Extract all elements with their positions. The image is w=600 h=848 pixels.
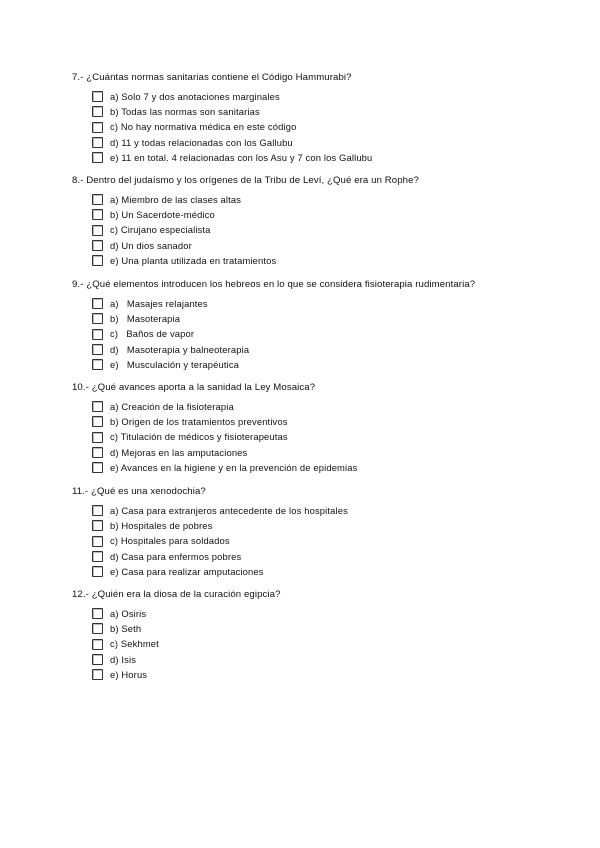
option-label: b) Origen de los tratamientos preventivos [110, 415, 288, 427]
checkbox[interactable] [92, 329, 103, 340]
option-label: c) Hospitales para soldados [110, 535, 230, 547]
option-label: e) Avances en la higiene y en la prevención de epidemias [110, 461, 358, 473]
option-label: d) Un dios sanador [110, 239, 192, 251]
option-label: a) Casa para extranjeros antecedente de los hospitales [110, 504, 348, 516]
option-list [72, 606, 572, 682]
option-c[interactable] [92, 534, 572, 549]
option-label: d) Masoterapia y balneoterapia [110, 343, 250, 355]
option-b[interactable] [92, 104, 572, 119]
option-e[interactable] [92, 460, 572, 475]
question-title: 11.- ¿Qué es una xenodochia? [72, 486, 206, 497]
option-e[interactable] [92, 667, 572, 682]
option-d[interactable] [92, 238, 572, 253]
checkbox[interactable] [92, 194, 103, 205]
option-c[interactable] [92, 637, 572, 652]
question-12 [72, 589, 572, 682]
option-list [72, 296, 572, 372]
question-7 [72, 72, 572, 165]
question-9 [72, 279, 572, 372]
question-11 [72, 486, 572, 579]
option-label: e) Horus [110, 668, 148, 680]
checkbox[interactable] [92, 566, 103, 577]
option-e[interactable] [92, 150, 572, 165]
option-label: d) 11 y todas relacionadas con los Gallubu [110, 136, 293, 148]
option-c[interactable] [92, 327, 572, 342]
option-e[interactable] [92, 564, 572, 579]
checkbox[interactable] [92, 416, 103, 427]
checkbox[interactable] [92, 122, 103, 133]
option-a[interactable] [92, 606, 572, 621]
checkbox[interactable] [92, 240, 103, 251]
option-label: e) Casa para realizar amputaciones [110, 565, 264, 577]
option-label: a) Solo 7 y dos anotaciones marginales [110, 90, 280, 102]
checkbox[interactable] [92, 505, 103, 516]
checkbox[interactable] [92, 255, 103, 266]
option-label: e) Musculación y terapéutica [110, 358, 240, 370]
option-label: b) Todas las normas son sanitarias [110, 105, 260, 117]
checkbox[interactable] [92, 536, 103, 547]
checkbox[interactable] [92, 551, 103, 562]
option-label: d) Mejoras en las amputaciones [110, 446, 248, 458]
checkbox[interactable] [92, 359, 103, 370]
option-label: a) Miembro de las clases altas [110, 193, 242, 205]
option-label: c) Cirujano especialista [110, 224, 211, 236]
checkbox[interactable] [92, 152, 103, 163]
option-a[interactable] [92, 89, 572, 104]
option-list [72, 192, 572, 268]
checkbox[interactable] [92, 669, 103, 680]
option-e[interactable] [92, 357, 572, 372]
question-title: 9.- ¿Qué elementos introducen los hebreos en lo que se considera fisioterapia rudimentaria? [72, 279, 476, 290]
option-label: c) Baños de vapor [110, 328, 195, 340]
option-b[interactable] [92, 311, 572, 326]
question-title: 12.- ¿Quién era la diosa de la curación egipcia? [72, 589, 281, 600]
checkbox[interactable] [92, 313, 103, 324]
checkbox[interactable] [92, 520, 103, 531]
option-d[interactable] [92, 549, 572, 564]
option-c[interactable] [92, 120, 572, 135]
option-b[interactable] [92, 414, 572, 429]
option-label: b) Hospitales de pobres [110, 519, 213, 531]
option-label: e) Una planta utilizada en tratamientos [110, 254, 277, 266]
option-d[interactable] [92, 652, 572, 667]
option-a[interactable] [92, 399, 572, 414]
checkbox[interactable] [92, 639, 103, 650]
option-label: e) 11 en total. 4 relacionadas con los Asu y 7 con los Gallubu [110, 151, 373, 163]
checkbox[interactable] [92, 623, 103, 634]
option-label: b) Un Sacerdote-médico [110, 208, 215, 220]
option-label: d) Isis [110, 653, 137, 665]
checkbox[interactable] [92, 225, 103, 236]
option-b[interactable] [92, 621, 572, 636]
question-8 [72, 175, 572, 268]
option-label: c) Sekhmet [110, 638, 159, 650]
question-title: 7.- ¿Cuántas normas sanitarias contiene el Código Hammurabi? [72, 72, 352, 83]
checkbox[interactable] [92, 344, 103, 355]
checkbox[interactable] [92, 91, 103, 102]
option-list [72, 503, 572, 579]
option-d[interactable] [92, 342, 572, 357]
option-label: c) No hay normativa médica en este código [110, 121, 297, 133]
checkbox[interactable] [92, 447, 103, 458]
option-label: a) Osiris [110, 607, 147, 619]
option-a[interactable] [92, 296, 572, 311]
option-c[interactable] [92, 430, 572, 445]
option-label: d) Casa para enfermos pobres [110, 550, 242, 562]
checkbox[interactable] [92, 137, 103, 148]
checkbox[interactable] [92, 209, 103, 220]
checkbox[interactable] [92, 432, 103, 443]
question-title: 10.- ¿Qué avances aporta a la sanidad la Ley Mosaica? [72, 382, 316, 393]
option-c[interactable] [92, 223, 572, 238]
option-list [72, 399, 572, 475]
checkbox[interactable] [92, 106, 103, 117]
option-label: c) Titulación de médicos y fisioterapeutas [110, 431, 288, 443]
option-b[interactable] [92, 518, 572, 533]
option-label: b) Seth [110, 622, 142, 634]
option-b[interactable] [92, 207, 572, 222]
option-e[interactable] [92, 253, 572, 268]
checkbox[interactable] [92, 462, 103, 473]
checkbox[interactable] [92, 654, 103, 665]
checkbox[interactable] [92, 298, 103, 309]
option-label: b) Masoterapia [110, 312, 181, 324]
question-10 [72, 382, 572, 475]
checkbox[interactable] [92, 401, 103, 412]
checkbox[interactable] [92, 608, 103, 619]
option-a[interactable] [92, 503, 572, 518]
option-a[interactable] [92, 192, 572, 207]
option-d[interactable] [92, 135, 572, 150]
option-list [72, 89, 572, 165]
question-title: 8.- Dentro del judaísmo y los orígenes de la Tribu de Leví, ¿Qué era un Rophe? [72, 175, 419, 186]
option-label: a) Creación de la fisioterapia [110, 400, 234, 412]
option-label: a) Masajes relajantes [110, 297, 208, 309]
option-d[interactable] [92, 445, 572, 460]
